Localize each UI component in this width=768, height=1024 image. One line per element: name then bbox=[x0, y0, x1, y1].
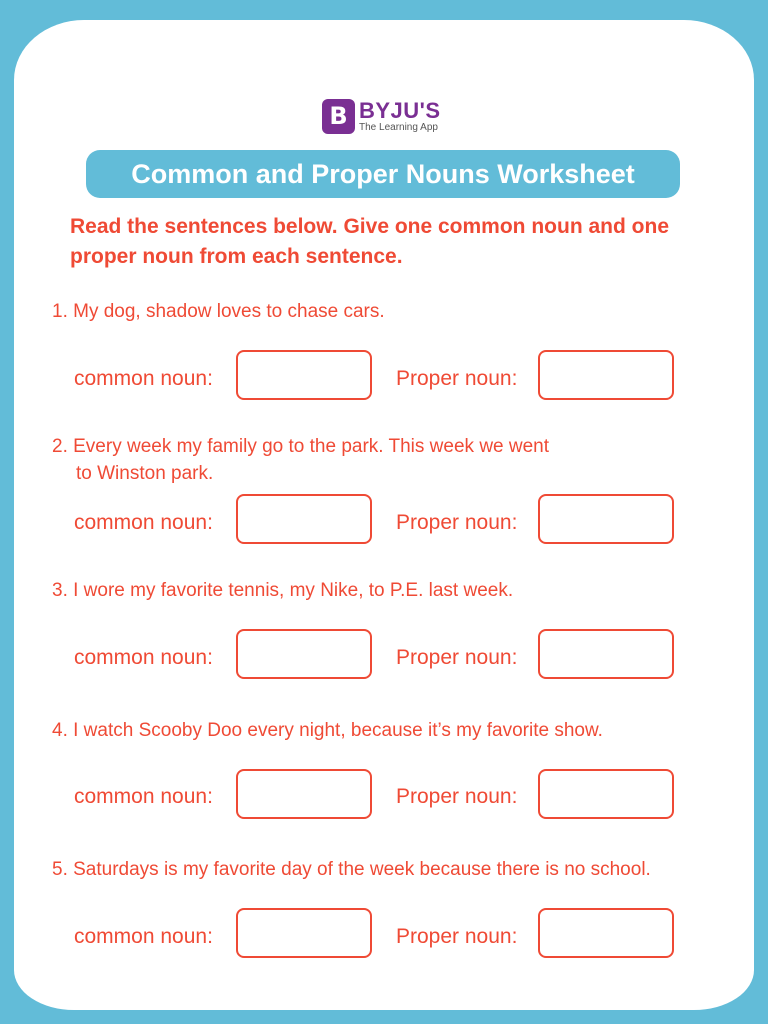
question-1-text: 1. My dog, shadow loves to chase cars. bbox=[52, 301, 385, 322]
logo-tagline: The Learning App bbox=[359, 121, 438, 133]
question-1 bbox=[52, 298, 742, 325]
proper-noun-answer-box-1[interactable] bbox=[538, 350, 674, 400]
proper-noun-answer-box-3[interactable] bbox=[538, 629, 674, 679]
common-noun-label: common noun: bbox=[74, 646, 213, 669]
question-2-text-continued: to Winston park. bbox=[76, 463, 214, 484]
question-4-text: 4. I watch Scooby Doo every night, because it’s my favorite show. bbox=[52, 720, 603, 741]
proper-noun-answer-box-5[interactable] bbox=[538, 908, 674, 958]
common-noun-answer-box-1[interactable] bbox=[236, 350, 372, 400]
question-5-text: 5. Saturdays is my favorite day of the week because there is no school. bbox=[52, 859, 651, 880]
worksheet-title: Common and Proper Nouns Worksheet bbox=[86, 150, 680, 198]
question-3-text: 3. I wore my favorite tennis, my Nike, to P.E. last week. bbox=[52, 580, 514, 601]
common-noun-answer-box-3[interactable] bbox=[236, 629, 372, 679]
common-noun-label: common noun: bbox=[74, 511, 213, 534]
common-noun-answer-box-4[interactable] bbox=[236, 769, 372, 819]
proper-noun-label: Proper noun: bbox=[396, 785, 518, 808]
common-noun-answer-box-2[interactable] bbox=[236, 494, 372, 544]
common-noun-label: common noun: bbox=[74, 925, 213, 948]
logo-mark: B bbox=[322, 99, 355, 134]
instructions: Read the sentences below. Give one common noun and one proper noun from each sentence. bbox=[70, 215, 669, 268]
common-noun-answer-box-5[interactable] bbox=[236, 908, 372, 958]
common-noun-label: common noun: bbox=[74, 785, 213, 808]
question-4 bbox=[52, 717, 742, 744]
proper-noun-label: Proper noun: bbox=[396, 646, 518, 669]
question-2-text: 2. Every week my family go to the park. This week we went bbox=[52, 436, 550, 457]
proper-noun-label: Proper noun: bbox=[396, 367, 518, 390]
logo-name: BYJU'S bbox=[359, 97, 441, 123]
question-2 bbox=[52, 433, 742, 487]
byjus-logo bbox=[322, 96, 441, 136]
proper-noun-answer-box-4[interactable] bbox=[538, 769, 674, 819]
proper-noun-answer-box-2[interactable] bbox=[538, 494, 674, 544]
proper-noun-label: Proper noun: bbox=[396, 511, 518, 534]
question-3 bbox=[52, 577, 742, 604]
common-noun-label: common noun: bbox=[74, 367, 213, 390]
question-5 bbox=[52, 856, 742, 883]
proper-noun-label: Proper noun: bbox=[396, 925, 518, 948]
